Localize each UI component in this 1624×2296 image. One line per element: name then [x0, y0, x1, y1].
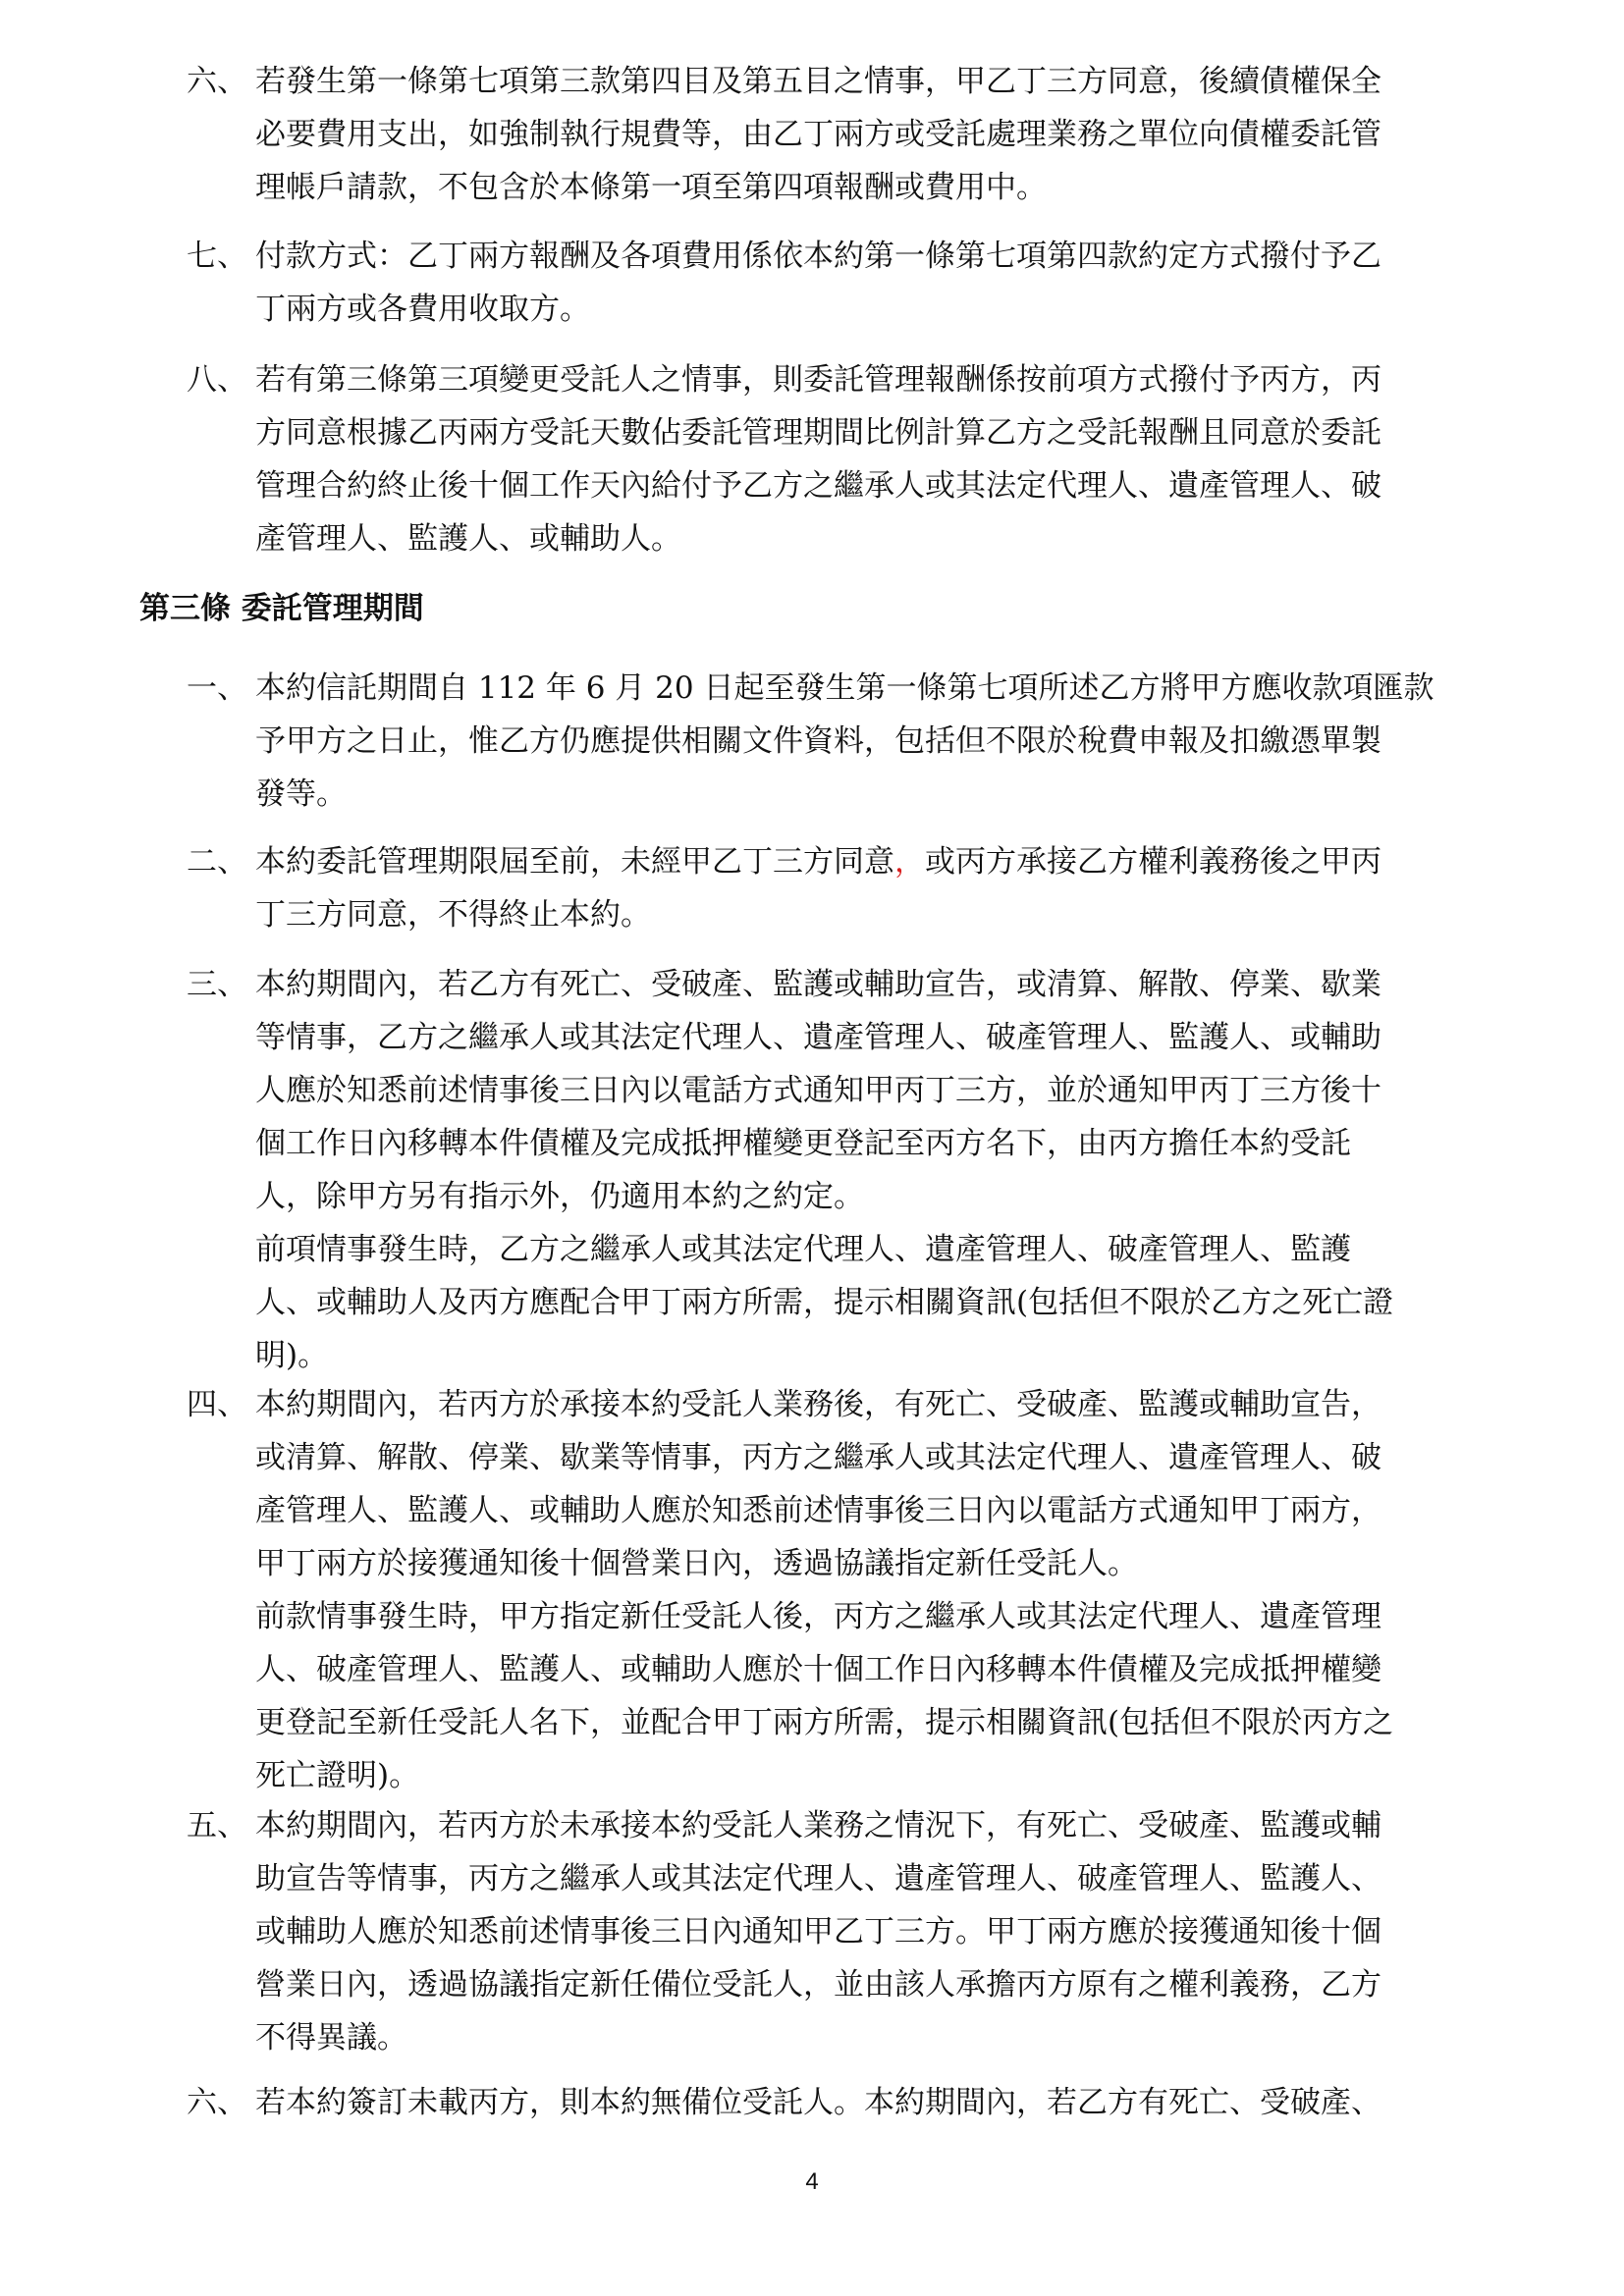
- clause-line: 丁兩方或各費用收取方。: [255, 292, 590, 327]
- clause-line: 助宣告等情事，丙方之繼承人或其法定代理人、遺產管理人、破產管理人、監護人、: [255, 1861, 1381, 1896]
- clause-line: 產管理人、監護人、或輔助人應於知悉前述情事後三日內以電話方式通知甲丁兩方，: [255, 1493, 1381, 1528]
- clause-line: 本約期間內，若丙方於未承接本約受託人業務之情況下，有死亡、受破產、監護或輔: [255, 1808, 1381, 1843]
- clause-line: 發等。: [255, 776, 347, 812]
- clause-line: 或清算、解散、停業、歇業等情事，丙方之繼承人或其法定代理人、遺產管理人、破: [255, 1440, 1381, 1475]
- clause-number: 二、: [187, 844, 247, 880]
- clause-number: 三、: [187, 967, 247, 1002]
- clause-line: 明)。: [255, 1338, 329, 1373]
- clause-line: 人，除甲方另有指示外，仍適用本約之約定。: [255, 1179, 864, 1214]
- clause-line: 必要費用支出，如強制執行規費等，由乙丁兩方或受託處理業務之單位向債權委託管: [255, 117, 1381, 152]
- clause-line: 若有第三條第三項變更受託人之情事，則委託管理報酬係按前項方式撥付予丙方，丙: [255, 362, 1381, 398]
- clause-number: 八、: [187, 362, 247, 398]
- clause-line: 管理合約終止後十個工作天內給付予乙方之繼承人或其法定代理人、遺產管理人、破: [255, 468, 1381, 504]
- clause-line: 人、或輔助人及丙方應配合甲丁兩方所需，提示相關資訊(包括但不限於乙方之死亡證: [255, 1285, 1394, 1320]
- clause-line: 本約期間內，若乙方有死亡、受破產、監護或輔助宣告，或清算、解散、停業、歇業: [255, 967, 1381, 1002]
- page-number: 4: [805, 2168, 819, 2195]
- clause-line: 本約信託期間自 112 年 6 月 20 日起至發生第一條第七項所述乙方將甲方應收款項匯款: [255, 670, 1435, 706]
- clause-line: [255, 837, 1381, 886]
- clause-line: 予甲方之日止，惟乙方仍應提供相關文件資料，包括但不限於稅費申報及扣繳憑單製: [255, 723, 1381, 759]
- section-heading: 第三條 委託管理期間: [139, 591, 424, 626]
- clause-number: 四、: [187, 1387, 247, 1422]
- clause-number: 六、: [187, 2085, 247, 2120]
- clause-line: 個工作日內移轉本件債權及完成抵押權變更登記至丙方名下，由丙方擔任本約受託: [255, 1126, 1351, 1161]
- clause-line: 人、破產管理人、監護人、或輔助人應於十個工作日內移轉本件債權及完成抵押權變: [255, 1652, 1381, 1687]
- clause-line: 更登記至新任受託人名下，並配合甲丁兩方所需，提示相關資訊(包括但不限於丙方之: [255, 1705, 1394, 1740]
- clause-line: 或輔助人應於知悉前述情事後三日內通知甲乙丁三方。甲丁兩方應於接獲通知後十個: [255, 1914, 1381, 1949]
- clause-line: 前款情事發生時，甲方指定新任受託人後，丙方之繼承人或其法定代理人、遺產管理: [255, 1599, 1381, 1634]
- clause-line: 理帳戶請款，不包含於本條第一項至第四項報酬或費用中。: [255, 170, 1047, 205]
- clause-text: 本約委託管理期限屆至前，未經甲乙丁三方同意: [255, 844, 894, 880]
- clause-number: 七、: [187, 239, 247, 274]
- clause-line: 方同意根據乙丙兩方受託天數佔委託管理期間比例計算乙方之受託報酬且同意於委託: [255, 415, 1381, 451]
- clause-line: 甲丁兩方於接獲通知後十個營業日內，透過協議指定新任受託人。: [255, 1546, 1138, 1581]
- clause-line: 若發生第一條第七項第三款第四目及第五目之情事，甲乙丁三方同意，後續債權保全: [255, 64, 1381, 99]
- clause-line: 前項情事發生時，乙方之繼承人或其法定代理人、遺產管理人、破產管理人、監護: [255, 1232, 1351, 1267]
- clause-line: 不得異議。: [255, 2020, 407, 2056]
- clause-number: 一、: [187, 670, 247, 706]
- clause-line: 付款方式：乙丁兩方報酬及各項費用係依本約第一條第七項第四款約定方式撥付予乙: [255, 239, 1381, 274]
- clause-line: 死亡證明)。: [255, 1758, 420, 1793]
- clause-number: 五、: [187, 1808, 247, 1843]
- clause-line: 等情事，乙方之繼承人或其法定代理人、遺產管理人、破產管理人、監護人、或輔助: [255, 1020, 1381, 1055]
- clause-line: 本約期間內，若丙方於承接本約受託人業務後，有死亡、受破產、監護或輔助宣告，: [255, 1387, 1381, 1422]
- clause-line: 產管理人、監護人、或輔助人。: [255, 521, 681, 557]
- red-comma-mark: ，: [894, 844, 925, 880]
- clause-line: 營業日內，透過協議指定新任備位受託人，並由該人承擔丙方原有之權利義務，乙方: [255, 1967, 1381, 2002]
- clause-text: 或丙方承接乙方權利義務後之甲丙: [925, 844, 1381, 880]
- clause-line: 若本約簽訂未載丙方，則本約無備位受託人。本約期間內，若乙方有死亡、受破產、: [255, 2085, 1381, 2120]
- clause-line: 人應於知悉前述情事後三日內以電話方式通知甲丙丁三方，並於通知甲丙丁三方後十: [255, 1073, 1381, 1108]
- clause-line: 丁三方同意，不得終止本約。: [255, 897, 651, 933]
- clause-number: 六、: [187, 64, 247, 99]
